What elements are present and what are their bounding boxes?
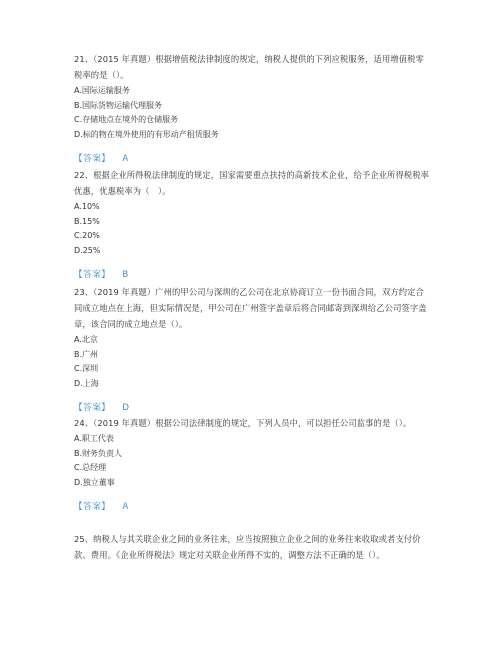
answer-value: A	[122, 502, 129, 512]
question-22	[74, 167, 432, 281]
answer-tag: 【答案】	[74, 502, 111, 512]
option-b: B.财务负责人	[74, 448, 123, 458]
answer-tag: 【答案】	[74, 154, 111, 164]
option-list	[74, 333, 432, 391]
option-d: D.上海	[74, 378, 99, 388]
option-c: C.存储地点在境外的仓储服务	[74, 115, 179, 124]
option-c: C.深圳	[74, 364, 99, 373]
answer-line	[74, 153, 432, 165]
answer-tag: 【答案】	[74, 270, 111, 280]
option-b: B.国际货物运输代理服务	[74, 100, 163, 110]
option-b: B.广州	[74, 349, 99, 359]
question-25	[74, 531, 432, 563]
option-d: D.25%	[74, 245, 101, 255]
question-stem: 23、（2019 年真题）广州的甲公司与深圳的乙公司在北京协商订立一份书面合同，双方约定合同成立地点在上海，但实际情况是，甲公司在广州签字盖章后将合同邮寄到深圳给乙公司签字盖章，该合同的成立地点是（）。	[74, 287, 427, 329]
question-21	[74, 51, 432, 165]
question-stem: 25、纳税人与其关联企业之间的业务往来，应当按照独立企业之间的业务往来收取或者支付价款、费用。《企业所得税法》规定对关联企业所得不实的，调整方法不正确的是（）。	[74, 534, 421, 560]
answer-line	[74, 269, 432, 281]
option-d: D.独立董事	[74, 477, 115, 487]
option-a: A.北京	[74, 335, 98, 344]
option-list	[74, 200, 432, 258]
answer-value: D	[122, 403, 130, 413]
answer-line	[74, 402, 432, 414]
answer-value: A	[122, 154, 129, 164]
question-stem: 22、根据企业所得税法律制度的规定，国家需要重点扶持的高新技术企业，给予企业所得税税率优惠，优惠税率为（ ）。	[74, 170, 430, 196]
answer-line	[74, 501, 432, 513]
question-23	[74, 284, 432, 414]
question-stem: 24、（2019 年真题）根据公司法律制度的规定，下列人员中，可以担任公司监事的是（）。	[74, 418, 412, 428]
answer-tag: 【答案】	[74, 403, 111, 413]
option-c: C.总经理	[74, 463, 107, 472]
question-24	[74, 415, 432, 513]
option-c: C.20%	[74, 231, 100, 240]
option-d: D.标的物在境外使用的有形动产租赁服务	[74, 129, 219, 139]
option-b: B.15%	[74, 216, 100, 226]
option-list	[74, 84, 432, 142]
option-a: A.10%	[74, 202, 100, 211]
answer-value: B	[122, 270, 129, 280]
option-a: A.职工代表	[74, 434, 114, 443]
question-stem: 21、（2015 年真题）根据增值税法律制度的规定，纳税人提供的下列应税服务，适用增值税零税率的是（）。	[74, 54, 424, 80]
option-list	[74, 432, 432, 490]
option-a: A.国际运输服务	[74, 86, 130, 95]
